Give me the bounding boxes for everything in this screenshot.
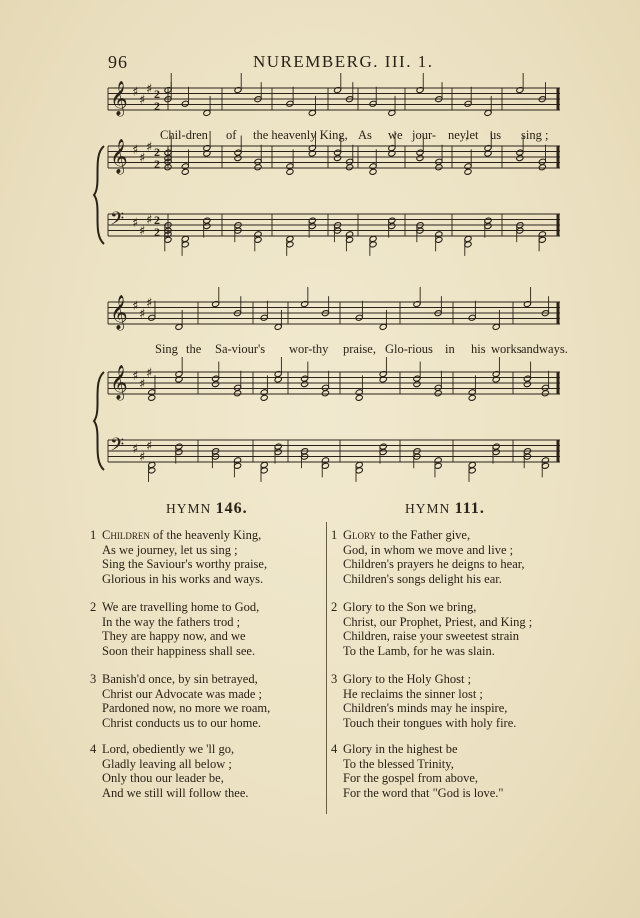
stanza-line [90,786,249,801]
note-head [175,376,183,383]
stanza-line [90,572,267,587]
note-head [416,155,424,162]
tune-title: NUREMBERG. III. 1. [253,52,434,71]
note-head [435,164,443,171]
stanza-1 [331,528,525,586]
time-signature-bottom: 2 [154,225,160,239]
sharp-icon: ♯ [132,442,139,457]
note-head [538,164,546,171]
stanza-line-text: Soon their happiness shall see. [102,643,256,658]
stanza-line-text: As we journey, let us sing ; [102,542,238,557]
note-head [260,394,268,401]
stanza-number: 3 [90,672,97,686]
stanza-line-text: To the blessed Trinity, [343,756,454,771]
sharp-icon: ♯ [132,369,139,384]
sharp-icon: ♯ [132,143,139,158]
stanza-line-text: Glory to the Son we bring, [343,600,477,614]
stanza-line [331,701,516,716]
stanza-4 [331,742,504,800]
stanza-line [90,557,267,572]
note-head [541,390,549,397]
note-head [346,164,354,171]
page-number: 96 [108,52,128,72]
stanza-line-text: Touch their tongues with holy fire. [343,715,517,730]
note-head [379,376,387,383]
note-head [181,168,189,175]
sharp-icon: ♯ [139,307,146,322]
stanza-line-text: Pardoned now, no more we roam, [102,701,271,716]
hymn-111-label: HYMN [405,501,451,516]
hymn-146-label: HYMN [166,501,212,516]
time-signature-top: 2 [154,213,160,227]
stanza-line [90,629,259,644]
stanza-line-text: They are happy now, and we [102,629,246,644]
note-head [464,168,472,175]
stanza-lead-word: Glory [343,528,377,542]
lyric-word: us [490,128,502,142]
brace [94,372,104,470]
column-divider [326,522,327,814]
note-head [492,376,500,383]
stanza-line [331,615,532,630]
stanza-line-text: And we still will follow thee. [102,785,249,800]
lyric-word: of [226,128,237,142]
stanza-line-text: Children's prayers he deigns to hear, [343,557,525,572]
stanza-number: 4 [90,742,97,756]
stanza-number: 3 [331,672,338,686]
stanza-line-text: In the way the fathers trod ; [102,614,241,629]
sharp-icon: ♯ [139,224,146,239]
stanza-line-text: Christ our Advocate was made ; [102,686,263,701]
stanza-line [90,742,249,757]
stanza-line-text: Children, raise your sweetest strain [343,629,519,644]
note-head [234,155,242,162]
stanza-line [90,687,270,702]
stanza-4 [90,742,249,800]
stanza-line-text: Glory to the Holy Ghost ; [343,672,472,686]
stanza-line [331,786,504,801]
stanza-line [90,600,259,615]
stanza-line [331,600,532,615]
treble-clef-icon: 𝄞 [110,295,128,330]
lyric-word: sing ; [521,128,549,142]
sharp-icon: ♯ [146,439,153,454]
stanza-line-text: Glorious in his works and ways. [102,571,264,586]
time-signature-bottom: 2 [154,99,160,113]
time-signature-top: 2 [154,145,160,159]
treble-clef-icon: 𝄞 [110,365,128,400]
stanza-line-text: of the heavenly King, [149,528,262,542]
lyric-word: Sa-viour's [215,342,266,356]
note-head [274,376,282,383]
stanza-line-text: Only thou our leader be, [102,771,224,786]
note-head [254,164,262,171]
stanza-line [331,742,504,757]
stanza-line [90,757,249,772]
stanza-line [331,771,504,786]
hymn-111-number: 111. [454,500,485,517]
lyric-word: As [358,128,372,142]
stanza-line [90,701,270,716]
note-head [388,150,396,157]
note-head [321,390,329,397]
note-head [308,150,316,157]
hymn-146-number: 146. [215,500,248,517]
stanza-line [90,672,270,687]
stanza-line [331,629,532,644]
stanza-number: 1 [331,528,338,542]
lyric-word: we [388,128,403,142]
treble-clef-icon: 𝄞 [110,81,128,116]
stanza-number: 4 [331,742,338,756]
note-head [286,168,294,175]
sharp-icon: ♯ [132,299,139,314]
stanza-line [331,716,516,731]
stanza-3 [90,672,270,730]
sharp-icon: ♯ [139,450,146,465]
sharp-icon: ♯ [146,366,153,381]
sharp-icon: ♯ [132,216,139,231]
sharp-icon: ♯ [132,85,139,100]
stanza-line [90,716,270,731]
lyric-word: the heavenly King, [253,128,348,142]
note-head [301,381,309,388]
hymn-146-heading [166,500,248,518]
sharp-icon: ♯ [139,93,146,108]
stanza-line-text: Christ conducts us to our home. [102,715,262,730]
bass-clef-icon: 𝄢 [110,435,125,460]
lyric-word: his [471,342,486,356]
stanza-line-text: Children's songs delight his ear. [343,571,502,586]
note-head [468,394,476,401]
time-signature-top: 2 [154,87,160,101]
lyric-word: the [186,342,202,356]
treble-clef-icon: 𝄞 [110,139,128,174]
note-head [355,394,363,401]
lyric-word: Chil-dren [160,128,208,142]
stanza-line [331,543,525,558]
stanza-number: 2 [331,600,338,614]
stanza-line-text: We are travelling home to God, [102,600,260,614]
lyric-word: let [466,128,479,142]
stanza-line [331,757,504,772]
note-head [369,168,377,175]
stanza-line [331,557,525,572]
stanza-2 [331,600,532,658]
sharp-icon: ♯ [139,151,146,166]
lyric-word: praise, [343,342,376,356]
time-signature-bottom: 2 [154,157,160,171]
stanza-number: 1 [90,528,97,542]
stanza-line [90,528,267,543]
note-head [203,150,211,157]
brace [94,146,104,244]
stanza-line-text: Sing the Saviour's worthy praise, [102,557,268,572]
note-head [148,394,156,401]
stanza-line [90,615,259,630]
note-head [334,155,342,162]
sharp-icon: ♯ [146,213,153,228]
stanza-line-text: For the word that "God is love." [343,785,504,800]
stanza-line-text: Glory in the highest be [343,742,458,756]
note-head [434,390,442,397]
stanza-line [331,528,525,543]
lyric-word: jour- [412,128,437,142]
bass-clef-icon: 𝄢 [110,209,125,234]
stanza-line [331,572,525,587]
stanza-line-text: He reclaims the sinner lost ; [343,686,483,701]
note-head [516,155,524,162]
lyric-word: Sing [155,342,178,356]
sharp-icon: ♯ [146,82,153,97]
stanza-line [331,687,516,702]
stanza-line [90,644,259,659]
sharp-icon: ♯ [139,377,146,392]
stanza-number: 2 [90,600,97,614]
lyric-word: works [491,342,522,356]
stanza-line-text: God, in whom we move and live ; [343,542,514,557]
sharp-icon: ♯ [146,296,153,311]
hymn-111-heading [405,500,485,518]
stanza-2 [90,600,259,658]
stanza-line-text: To the Lamb, for he was slain. [343,643,495,658]
lyric-word: in [445,342,455,356]
stanza-line [90,771,249,786]
stanza-1 [90,528,267,586]
sharp-icon: ♯ [146,140,153,155]
stanza-line [331,672,516,687]
stanza-3 [331,672,516,730]
note-head [234,390,242,397]
stanza-line-text: Lord, obediently we 'll go, [102,742,235,756]
stanza-line [331,644,532,659]
stanza-line-text: Gladly leaving all below ; [102,756,232,771]
lyric-word: ney, [448,128,469,142]
note-head [484,150,492,157]
stanza-line-text: Children's minds may he inspire, [343,701,508,716]
stanza-line-text: Christ, our Prophet, Priest, and King ; [343,614,533,629]
lyric-word: Glo-rious [385,342,433,356]
stanza-line-text: to the Father give, [376,528,471,542]
stanza-lead-word: Children [102,528,150,542]
stanza-line-text: Banish'd once, by sin betrayed, [102,672,258,686]
lyric-word: and [521,342,540,356]
stanza-line-text: For the gospel from above, [343,771,479,786]
note-head [523,381,531,388]
lyric-word: ways. [539,342,568,356]
stanza-line [90,543,267,558]
lyric-word: wor-thy [289,342,329,356]
note-head [212,381,220,388]
note-head [413,381,421,388]
